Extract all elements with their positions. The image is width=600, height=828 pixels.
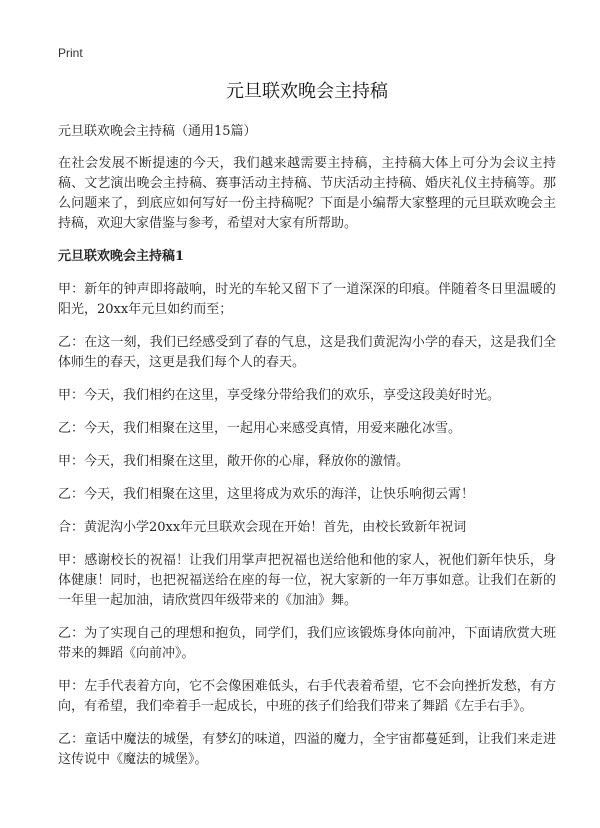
intro-paragraph: 在社会发展不断提速的今天，我们越来越需要主持稿，主持稿大体上可分为会议主持稿、文艺演出晚会主持稿、赛事活动主持稿、节庆活动主持稿、婚庆礼仪主持稿等。那么问题来了，到底应如何写好一份主持稿呢？下面是小编帮大家整理的元旦联欢晚会主持稿，欢迎大家借鉴与参考，希望对大家有所帮助。 [58,156,556,231]
document-title: 元旦联欢晚会主持稿 [226,81,388,102]
document-subtitle: 元旦联欢晚会主持稿（通用15篇） [58,124,257,139]
script-paragraph: 甲：今天，我们相聚在这里，敞开你的心扉，释放你的激情。 [58,454,410,469]
script-paragraph: 乙：为了实现自己的理想和抱负，同学们，我们应该锻炼身体向前冲，下面请欣赏大班带来的舞蹈《向前冲》。 [58,626,556,661]
script-paragraph: 甲：感谢校长的祝福！让我们用掌声把祝福也送给他和他的家人，祝他们新年快乐，身体健康！同时，也把祝福送给在座的每一位，祝大家新的一年万事如意。让我们在新的一年里一起加油，请欣赏四年级带来的《加油》舞。 [58,553,556,608]
script-paragraph: 乙：童话中魔法的城堡，有梦幻的味道，四溢的魔力，全宇宙都蔓延到，让我们来走进这传说中《魔法的城堡》。 [58,732,556,767]
section-heading: 元旦联欢晚会主持稿1 [58,249,185,264]
script-paragraph: 甲：新年的钟声即将敲响，时光的车轮又留下了一道深深的印痕。伴随着冬日里温暖的阳光，20xx年元旦如约而至； [58,282,556,317]
script-paragraph: 甲：左手代表着方向，它不会像困难低头，右手代表着希望，它不会向挫折发愁，有方向，有希望，我们牵着手一起成长，中班的孩子们给我们带来了舞蹈《左手右手》。 [58,679,556,714]
print-link[interactable]: Print [58,46,83,60]
script-paragraph: 合：黄泥沟小学20xx年元旦联欢会现在开始！首先，由校长致新年祝词 [58,520,467,535]
script-paragraph: 乙：今天，我们相聚在这里，这里将成为欢乐的海洋，让快乐响彻云霄！ [58,487,475,502]
script-paragraph: 甲：今天，我们相约在这里，享受缘分带给我们的欢乐，享受这段美好时光。 [58,388,501,403]
script-paragraph: 乙：今天，我们相聚在这里，一起用心来感受真情，用爱来融化冰雪。 [58,421,462,436]
script-paragraph: 乙：在这一刻，我们已经感受到了春的气息，这是我们黄泥沟小学的春天，这是我们全体师生的春天，这更是我们每个人的春天。 [58,335,556,370]
